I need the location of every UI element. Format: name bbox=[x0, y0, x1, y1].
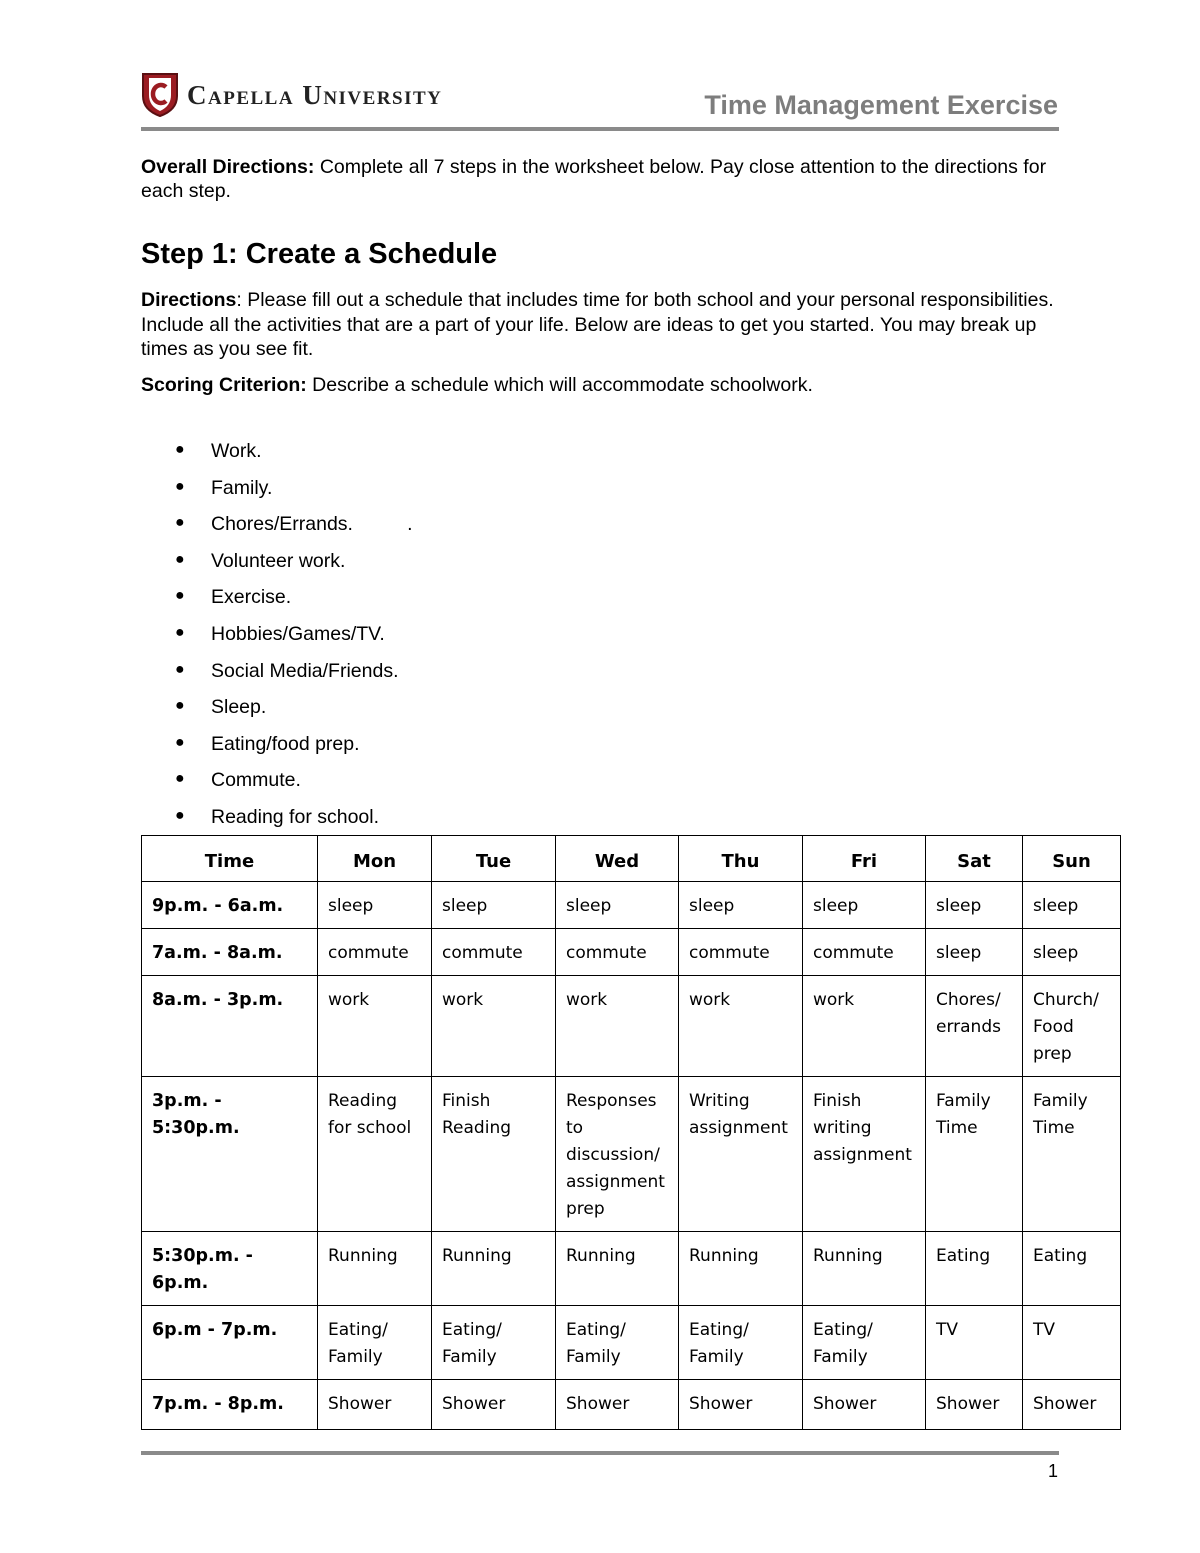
column-header: Time bbox=[142, 836, 318, 882]
list-item: ● Reading for school. bbox=[141, 804, 413, 841]
table-cell: Running bbox=[803, 1232, 926, 1306]
table-cell: sleep bbox=[803, 882, 926, 929]
table-row bbox=[142, 1380, 1121, 1430]
table-cell: Church/ Food prep bbox=[1023, 976, 1121, 1077]
table-cell: Shower bbox=[803, 1380, 926, 1430]
weekly-schedule-table bbox=[141, 835, 1121, 1430]
table-row bbox=[142, 882, 1121, 929]
time-cell: 5:30p.m. - 6p.m. bbox=[142, 1232, 318, 1306]
table-cell: Eating/ Family bbox=[556, 1306, 679, 1380]
table-cell: Writing assignment bbox=[679, 1077, 803, 1232]
list-item: ● Family. bbox=[141, 475, 413, 512]
table-cell: Responses to discussion/ assignment prep bbox=[556, 1077, 679, 1232]
table-cell: Running bbox=[556, 1232, 679, 1306]
table-cell: work bbox=[679, 976, 803, 1077]
bullet-icon: ● bbox=[175, 697, 185, 715]
list-item: ● Commute. bbox=[141, 767, 413, 804]
table-cell: work bbox=[432, 976, 556, 1077]
table-cell: sleep bbox=[1023, 929, 1121, 976]
table-cell: sleep bbox=[926, 882, 1023, 929]
table-cell: commute bbox=[803, 929, 926, 976]
table-cell: commute bbox=[679, 929, 803, 976]
table-cell: Eating/ Family bbox=[679, 1306, 803, 1380]
directions-label: Directions bbox=[141, 289, 237, 311]
directions-text: : Please fill out a schedule that includes time for both school and your personal responsibilities. Include all the activities that are a part of your life. Below are ideas to get you started. You may break up times as you see fit. bbox=[141, 289, 1054, 360]
capella-shield-icon bbox=[141, 72, 179, 118]
table-cell: work bbox=[556, 976, 679, 1077]
column-header: Sat bbox=[926, 836, 1023, 882]
table-cell: TV bbox=[926, 1306, 1023, 1380]
table-cell: commute bbox=[556, 929, 679, 976]
document-title: Time Management Exercise bbox=[704, 90, 1058, 120]
list-item: ● Work. bbox=[141, 438, 413, 475]
scoring-label: Scoring Criterion: bbox=[141, 374, 307, 396]
list-item: ● Sleep. bbox=[141, 694, 413, 731]
bullet-icon: ● bbox=[175, 623, 185, 641]
table-cell: Shower bbox=[926, 1380, 1023, 1430]
table-cell: sleep bbox=[432, 882, 556, 929]
scoring-text: Describe a schedule which will accommodate schoolwork. bbox=[306, 374, 813, 396]
header-divider bbox=[141, 127, 1059, 131]
table-cell: Shower bbox=[432, 1380, 556, 1430]
bullet-icon: ● bbox=[175, 660, 185, 678]
table-cell: Eating/ Family bbox=[318, 1306, 432, 1380]
table-cell: Family Time bbox=[1023, 1077, 1121, 1232]
footer-divider bbox=[141, 1451, 1059, 1455]
column-header: Thu bbox=[679, 836, 803, 882]
table-cell: TV bbox=[1023, 1306, 1121, 1380]
table-cell: Finish writing assignment bbox=[803, 1077, 926, 1232]
list-item: ● Social Media/Friends. bbox=[141, 658, 413, 695]
table-header-row bbox=[142, 836, 1121, 882]
column-header: Mon bbox=[318, 836, 432, 882]
table-cell: Finish Reading bbox=[432, 1077, 556, 1232]
table-cell: Eating/ Family bbox=[432, 1306, 556, 1380]
time-cell: 8a.m. - 3p.m. bbox=[142, 976, 318, 1077]
table-row bbox=[142, 1077, 1121, 1232]
table-cell: Family Time bbox=[926, 1077, 1023, 1232]
bullet-icon: ● bbox=[175, 441, 185, 458]
step-1-heading: Step 1: Create a Schedule bbox=[141, 238, 498, 270]
table-cell: Running bbox=[679, 1232, 803, 1306]
table-row bbox=[142, 1306, 1121, 1380]
time-cell: 7a.m. - 8a.m. bbox=[142, 929, 318, 976]
activity-ideas-list bbox=[141, 438, 413, 841]
table-cell: Eating bbox=[926, 1232, 1023, 1306]
list-item: ● Hobbies/Games/TV. bbox=[141, 621, 413, 658]
table-cell: work bbox=[318, 976, 432, 1077]
table-cell: Shower bbox=[679, 1380, 803, 1430]
table-cell: commute bbox=[432, 929, 556, 976]
bullet-icon: ● bbox=[175, 806, 185, 824]
time-cell: 3p.m. - 5:30p.m. bbox=[142, 1077, 318, 1232]
table-cell: commute bbox=[318, 929, 432, 976]
time-cell: 9p.m. - 6a.m. bbox=[142, 882, 318, 929]
page-number: 1 bbox=[1047, 1461, 1058, 1481]
table-row bbox=[142, 1232, 1121, 1306]
step-1-directions bbox=[141, 288, 1059, 362]
bullet-icon: ● bbox=[175, 514, 185, 532]
table-cell: Eating bbox=[1023, 1232, 1121, 1306]
overall-directions-text: Complete all 7 steps in the worksheet below. Pay close attention to the directions for each step. bbox=[141, 156, 1047, 202]
table-row bbox=[142, 929, 1121, 976]
table-cell: sleep bbox=[556, 882, 679, 929]
bullet-icon: ● bbox=[175, 733, 185, 751]
overall-directions bbox=[141, 155, 1059, 203]
table-cell: Eating/ Family bbox=[803, 1306, 926, 1380]
column-header: Wed bbox=[556, 836, 679, 882]
bullet-icon: ● bbox=[175, 587, 185, 605]
overall-directions-label: Overall Directions: bbox=[141, 156, 315, 178]
logo-wordmark: Capella University bbox=[187, 79, 443, 110]
list-item: ● Exercise. bbox=[141, 584, 413, 621]
bullet-icon: ● bbox=[175, 550, 185, 568]
table-cell: Shower bbox=[556, 1380, 679, 1430]
table-cell: sleep bbox=[679, 882, 803, 929]
table-cell: Reading for school bbox=[318, 1077, 432, 1232]
table-cell: Running bbox=[432, 1232, 556, 1306]
table-row bbox=[142, 976, 1121, 1077]
table-cell: Chores/ errands bbox=[926, 976, 1023, 1077]
column-header: Tue bbox=[432, 836, 556, 882]
bullet-icon: ● bbox=[175, 477, 185, 495]
table-cell: sleep bbox=[1023, 882, 1121, 929]
table-cell: sleep bbox=[318, 882, 432, 929]
table-cell: Shower bbox=[318, 1380, 432, 1430]
capella-logo bbox=[141, 70, 442, 120]
table-cell: Running bbox=[318, 1232, 432, 1306]
table-cell: work bbox=[803, 976, 926, 1077]
column-header: Fri bbox=[803, 836, 926, 882]
time-cell: 7p.m. - 8p.m. bbox=[142, 1380, 318, 1430]
list-item: ● Eating/food prep. bbox=[141, 731, 413, 768]
time-cell: 6p.m - 7p.m. bbox=[142, 1306, 318, 1380]
list-item: ● Chores/Errands. . bbox=[141, 511, 413, 548]
table-cell: Shower bbox=[1023, 1380, 1121, 1430]
scoring-criterion bbox=[141, 373, 1059, 397]
bullet-icon: ● bbox=[175, 770, 185, 788]
column-header: Sun bbox=[1023, 836, 1121, 882]
table-cell: sleep bbox=[926, 929, 1023, 976]
list-item: ● Volunteer work. bbox=[141, 548, 413, 585]
